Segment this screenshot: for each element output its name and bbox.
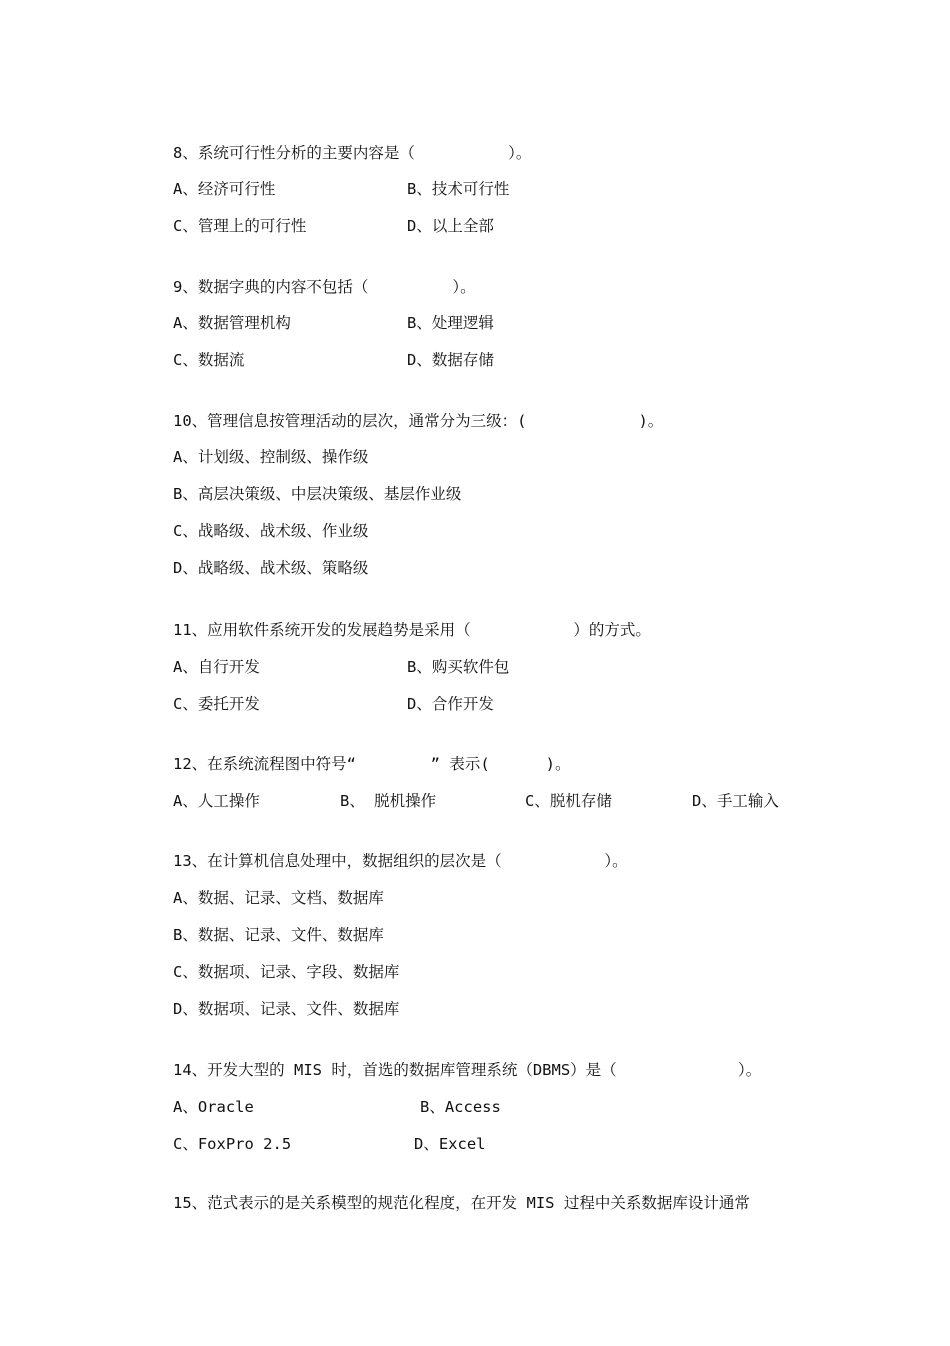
question-11-option-b: B、购买软件包 [407, 658, 510, 676]
question-10-option-b: B、高层决策级、中层决策级、基层作业级 [173, 485, 462, 503]
question-11-option-a: A、自行开发 [173, 658, 260, 676]
question-12-option-d: D、手工输入 [692, 792, 779, 810]
question-11-stem: 11、应用软件系统开发的发展趋势是采用（ ）的方式。 [173, 621, 651, 639]
question-14-option-b: B、Access [420, 1098, 501, 1116]
question-14-stem: 14、开发大型的 MIS 时，首选的数据库管理系统（DBMS）是（ ）。 [173, 1061, 762, 1079]
question-8-option-c: C、管理上的可行性 [173, 217, 307, 235]
question-14-option-a: A、Oracle [173, 1098, 254, 1116]
question-13-option-d: D、数据项、记录、文件、数据库 [173, 1000, 400, 1018]
question-8-stem: 8、系统可行性分析的主要内容是（ ）。 [173, 144, 532, 162]
question-9-option-d: D、数据存储 [407, 351, 494, 369]
question-9-option-b: B、处理逻辑 [407, 314, 494, 332]
question-13-option-c: C、数据项、记录、字段、数据库 [173, 963, 400, 981]
question-11-option-c: C、委托开发 [173, 695, 260, 713]
question-12-stem: 12、在系统流程图中符号“ ” 表示( )。 [173, 755, 571, 773]
question-15-stem: 15、范式表示的是关系模型的规范化程度，在开发 MIS 过程中关系数据库设计通常 [173, 1194, 750, 1212]
question-12-option-c: C、脱机存储 [525, 792, 612, 810]
question-9-option-a: A、数据管理机构 [173, 314, 291, 332]
question-10-option-c: C、战略级、战术级、作业级 [173, 522, 369, 540]
question-13-stem: 13、在计算机信息处理中，数据组织的层次是（ ）。 [173, 852, 628, 870]
question-14-option-d: D、Excel [414, 1135, 486, 1153]
question-8-option-d: D、以上全部 [407, 217, 494, 235]
question-10-option-a: A、计划级、控制级、操作级 [173, 448, 369, 466]
question-13-option-b: B、数据、记录、文件、数据库 [173, 926, 384, 944]
question-12-option-a: A、人工操作 [173, 792, 260, 810]
question-12-option-b: B、 脱机操作 [340, 792, 437, 810]
question-8-option-a: A、经济可行性 [173, 180, 276, 198]
question-14-option-c: C、FoxPro 2.5 [173, 1135, 292, 1153]
question-9-option-c: C、数据流 [173, 351, 245, 369]
question-9-stem: 9、数据字典的内容不包括（ ）。 [173, 278, 476, 296]
question-8-option-b: B、技术可行性 [407, 180, 510, 198]
question-10-stem: 10、管理信息按管理活动的层次，通常分为三级：( )。 [173, 412, 664, 430]
question-11-option-d: D、合作开发 [407, 695, 494, 713]
question-13-option-a: A、数据、记录、文档、数据库 [173, 889, 384, 907]
question-10-option-d: D、战略级、战术级、策略级 [173, 559, 369, 577]
